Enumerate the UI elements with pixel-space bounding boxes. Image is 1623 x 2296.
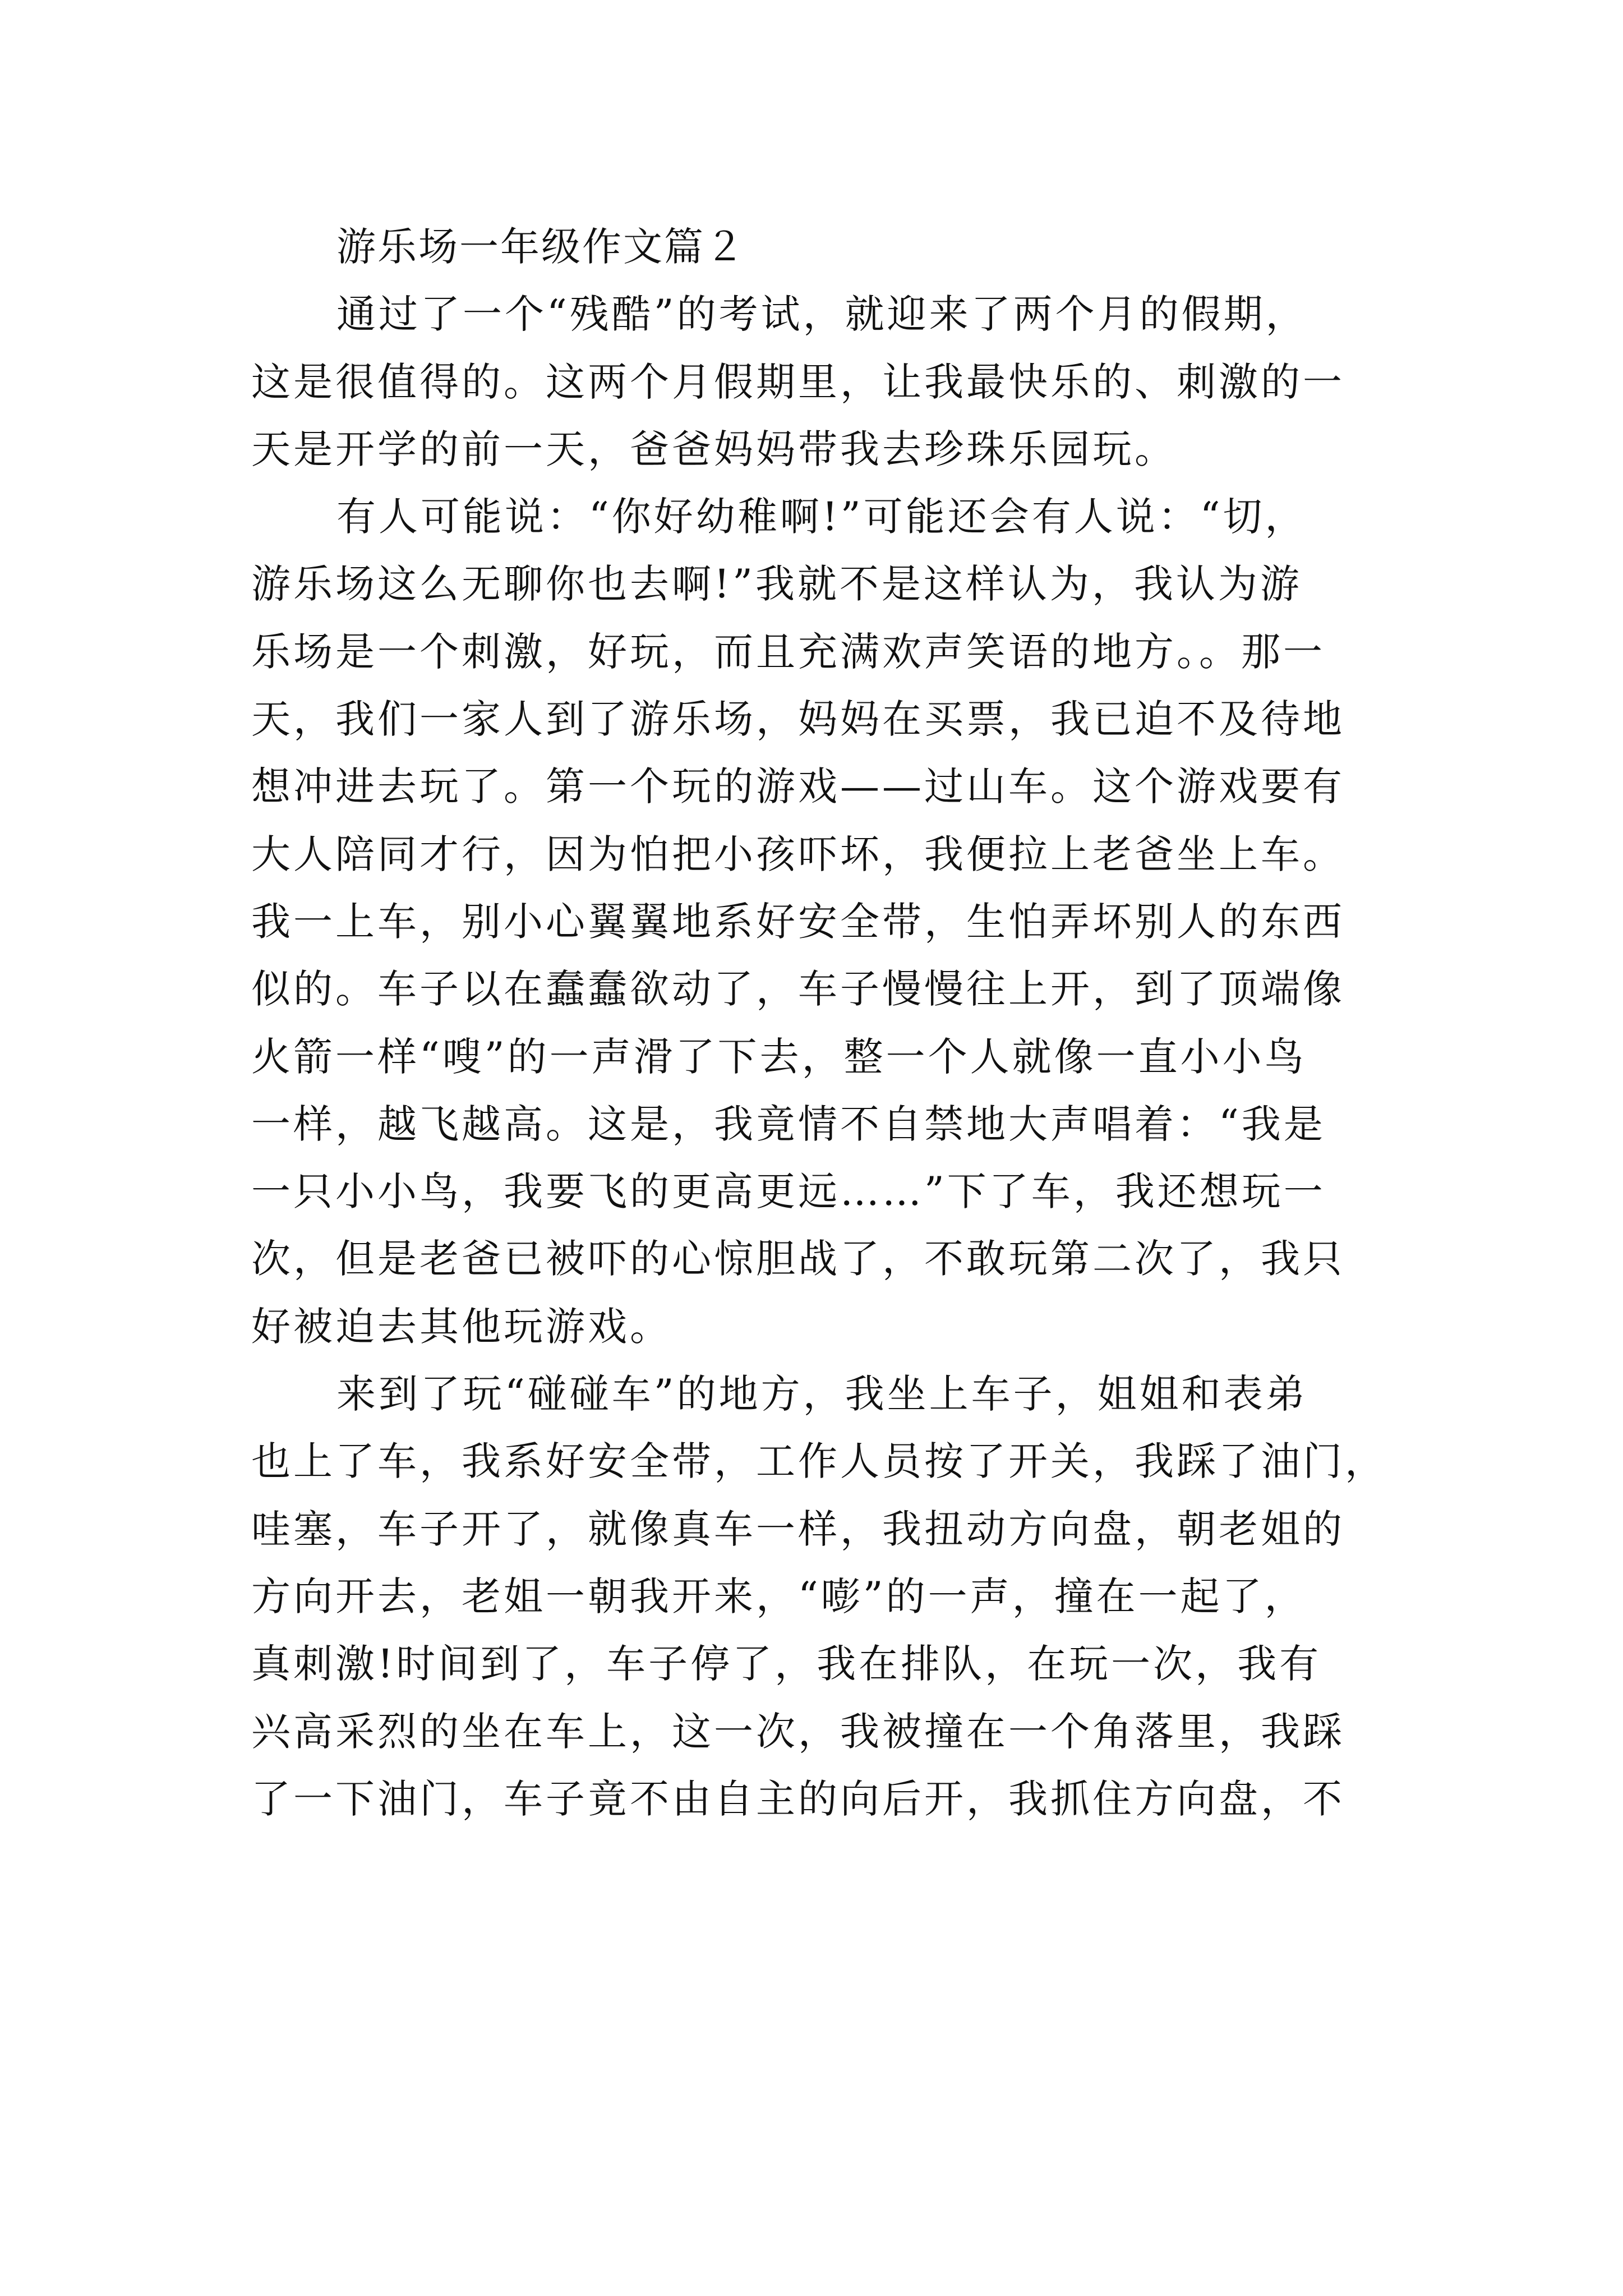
paragraph-line: 想冲进去玩了。第一个玩的游戏——过山车。这个游戏要有 [251, 763, 1345, 810]
paragraph-line: 有人可能说：“你好幼稚啊!”可能还会有人说：“切， [336, 494, 1307, 540]
paragraph-2 [251, 483, 1384, 1360]
paragraph-line: 火箭一样“嗖”的一声滑了下去，整一个人就像一直小小鸟 [251, 1033, 1307, 1080]
essay-heading: 游乐场一年级作文篇２ [336, 224, 746, 270]
paragraph-line: 游乐场这么无聊你也去啊!”我就不是这样认为，我认为游 [251, 561, 1302, 608]
paragraph-line: 方向开去，老姐一朝我开来，“嘭”的一声，撞在一起了， [251, 1573, 1307, 1619]
paragraph-1 [251, 280, 1384, 483]
paragraph-3 [251, 1360, 1387, 1833]
paragraph-line: 好被迫去其他玩游戏。 [251, 1303, 672, 1350]
paragraph-line: 这是很值得的。这两个月假期里，让我最快乐的、刺激的一 [251, 358, 1345, 405]
paragraph-line: 来到了玩“碰碰车”的地方，我坐上车子，姐姐和表弟 [336, 1371, 1308, 1418]
paragraph-line: 也上了车，我系好安全带，工作人员按了开关，我踩了油门， [251, 1438, 1387, 1485]
paragraph-line: 了一下油门，车子竟不由自主的向后开，我抓住方向盘，不 [251, 1775, 1345, 1822]
paragraph-line: 哇塞，车子开了，就像真车一样，我扭动方向盘，朝老姐的 [251, 1506, 1345, 1552]
paragraph-line: 天是开学的前一天，爸爸妈妈带我去珍珠乐园玩。 [251, 426, 1177, 472]
paragraph-line: 似的。车子以在蠢蠢欲动了，车子慢慢往上开，到了顶端像 [251, 966, 1345, 1013]
paragraph-line: 一只小小鸟，我要飞的更高更远……”下了车，我还想玩一 [251, 1168, 1326, 1215]
paragraph-line: 一样，越飞越高。这是，我竟情不自禁地大声唱着：“我是 [251, 1101, 1326, 1147]
paragraph-line: 通过了一个“残酷”的考试，就迎来了两个月的假期， [336, 291, 1308, 338]
paragraph-line: 次，但是老爸已被吓的心惊胆战了，不敢玩第二次了，我只 [251, 1236, 1345, 1282]
essay-body [251, 213, 1387, 1833]
paragraph-line: 真刺激!时间到了，车子停了，我在排队，在玩一次，我有 [251, 1641, 1322, 1687]
paragraph-line: 乐场是一个刺激，好玩，而且充满欢声笑语的地方。。那一 [251, 628, 1325, 675]
paragraph-line: 天，我们一家人到了游乐场，妈妈在买票，我已迫不及待地 [251, 696, 1345, 743]
paragraph-line: 兴高采烈的坐在车上，这一次，我被撞在一个角落里，我踩 [251, 1708, 1345, 1755]
paragraph-line: 我一上车，别小心翼翼地系好安全带，生怕弄坏别人的东西 [251, 898, 1345, 945]
paragraph-line: 大人陪同才行，因为怕把小孩吓坏，我便拉上老爸坐上车。 [251, 831, 1345, 877]
